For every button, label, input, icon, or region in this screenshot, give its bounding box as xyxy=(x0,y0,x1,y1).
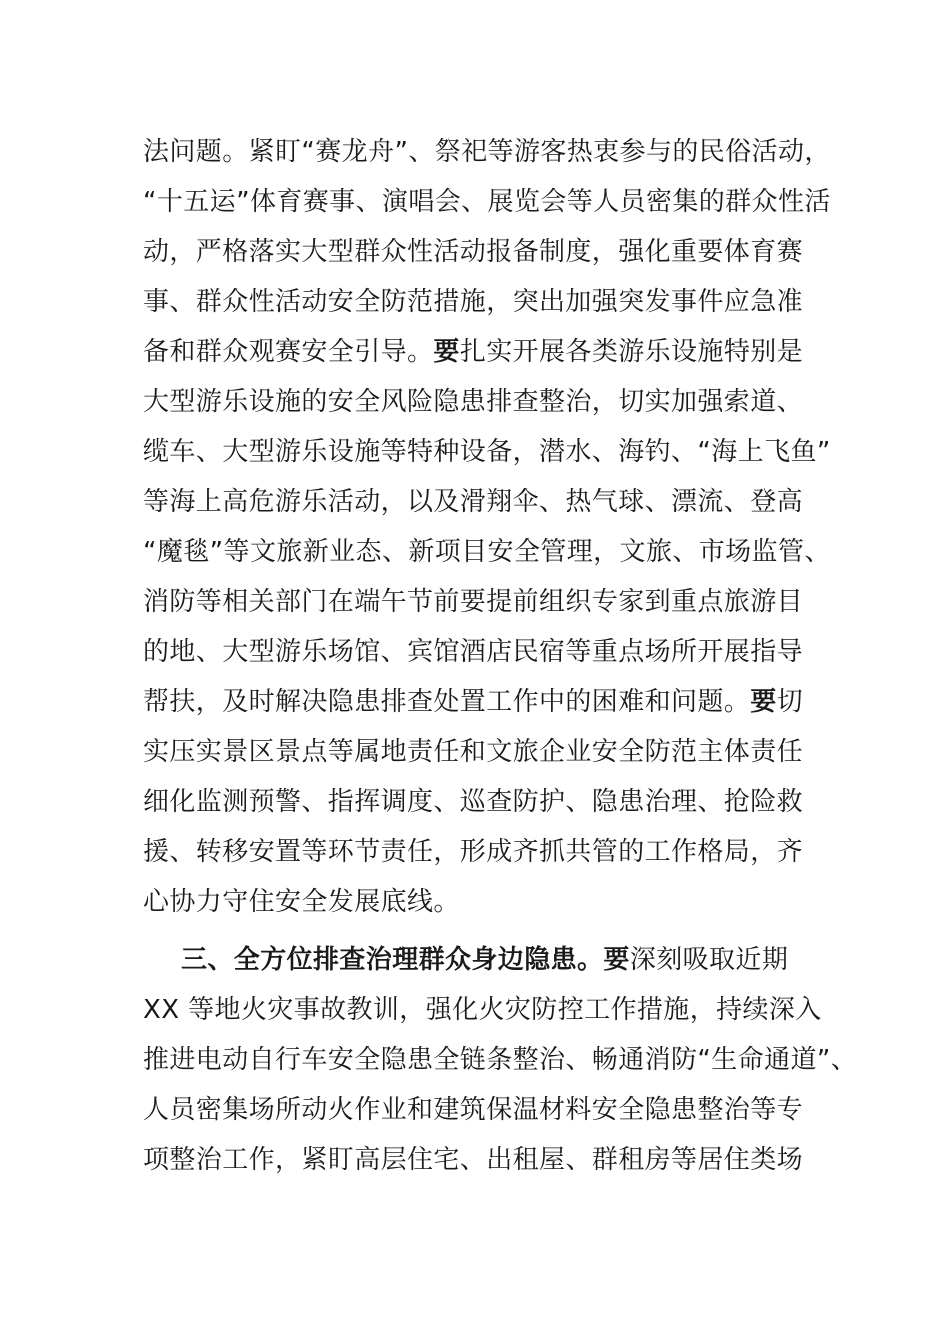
document-body xyxy=(143,127,858,1185)
text-run: 法问题。紧盯“赛龙舟”、祭祀等游客热衷参与的民俗活动， xyxy=(143,137,831,167)
text-line xyxy=(143,277,807,327)
text-line xyxy=(143,1035,858,1085)
text-line xyxy=(143,527,831,577)
text-run: 援、转移安置等环节责任，形成齐抓共管的工作格局，齐 xyxy=(143,837,804,867)
text-line xyxy=(143,827,807,877)
text-run: 的地、大型游乐场馆、宾馆酒店民宿等重点场所开展指导 xyxy=(143,637,804,667)
text-run: 深刻吸取近期 xyxy=(629,945,789,975)
text-line xyxy=(143,677,807,727)
text-run: 人员密集场所动火作业和建筑保温材料安全隐患整治等专 xyxy=(143,1095,804,1125)
text-line xyxy=(143,477,807,527)
text-run: 消防等相关部门在端午节前要提前组织专家到重点旅游目 xyxy=(143,587,804,617)
text-run: 缆车、大型游乐设施等特种设备，潜水、海钓、“海上飞鱼” xyxy=(143,437,831,467)
text-run: XX 等地火灾事故教训，强化火灾防控工作措施，持续深入 xyxy=(143,995,822,1025)
bold-text-run: 要 xyxy=(433,337,460,367)
text-run: 实压实景区景点等属地责任和文旅企业安全防范主体责任 xyxy=(143,737,804,767)
text-run: 扎实开展各类游乐设施特别是 xyxy=(459,337,804,367)
text-line xyxy=(143,985,822,1035)
text-run: 备和群众观赛安全引导。 xyxy=(143,337,434,367)
text-line xyxy=(143,1135,807,1185)
text-line xyxy=(143,577,807,627)
text-run: 细化监测预警、指挥调度、巡查防护、隐患治理、抢险救 xyxy=(143,787,804,817)
text-run: 推进电动自行车安全隐患全链条整治、畅通消防“生命通道”、 xyxy=(143,1045,858,1075)
bold-text-run: 三、全方位排查治理群众身边隐患。 xyxy=(181,945,604,975)
text-line xyxy=(143,227,807,277)
bold-text-run: 要 xyxy=(603,945,630,975)
text-line xyxy=(143,777,807,827)
text-run: 等海上高危游乐活动，以及滑翔伞、热气球、漂流、登高 xyxy=(143,487,804,517)
bold-text-run: 要 xyxy=(750,687,777,717)
text-run: 大型游乐设施的安全风险隐患排查整治，切实加强索道、 xyxy=(143,387,804,417)
paragraph-section-three xyxy=(143,935,858,1185)
text-line xyxy=(143,427,831,477)
text-line xyxy=(143,377,807,427)
text-run: 帮扶，及时解决隐患排查处置工作中的困难和问题。 xyxy=(143,687,751,717)
text-line xyxy=(143,727,807,777)
text-run: 心协力守住安全发展底线。 xyxy=(143,887,460,917)
text-run: “十五运”体育赛事、演唱会、展览会等人员密集的群众性活 xyxy=(143,187,831,217)
text-run: 切 xyxy=(776,687,804,717)
text-run: 动，严格落实大型群众性活动报备制度，强化重要体育赛 xyxy=(143,237,804,267)
text-run: 项整治工作，紧盯高层住宅、出租屋、群租房等居住类场 xyxy=(143,1145,804,1175)
text-line xyxy=(143,877,807,927)
text-line xyxy=(143,127,831,177)
text-line xyxy=(143,1085,807,1135)
paragraph-gap xyxy=(143,927,807,935)
text-line xyxy=(143,627,807,677)
paragraph-safety-activities xyxy=(143,127,831,927)
text-line xyxy=(143,177,831,227)
text-run: 事、群众性活动安全防范措施，突出加强突发事件应急准 xyxy=(143,287,804,317)
text-line xyxy=(143,327,807,377)
text-line xyxy=(143,935,807,985)
text-run: “魔毯”等文旅新业态、新项目安全管理，文旅、市场监管、 xyxy=(143,537,831,567)
